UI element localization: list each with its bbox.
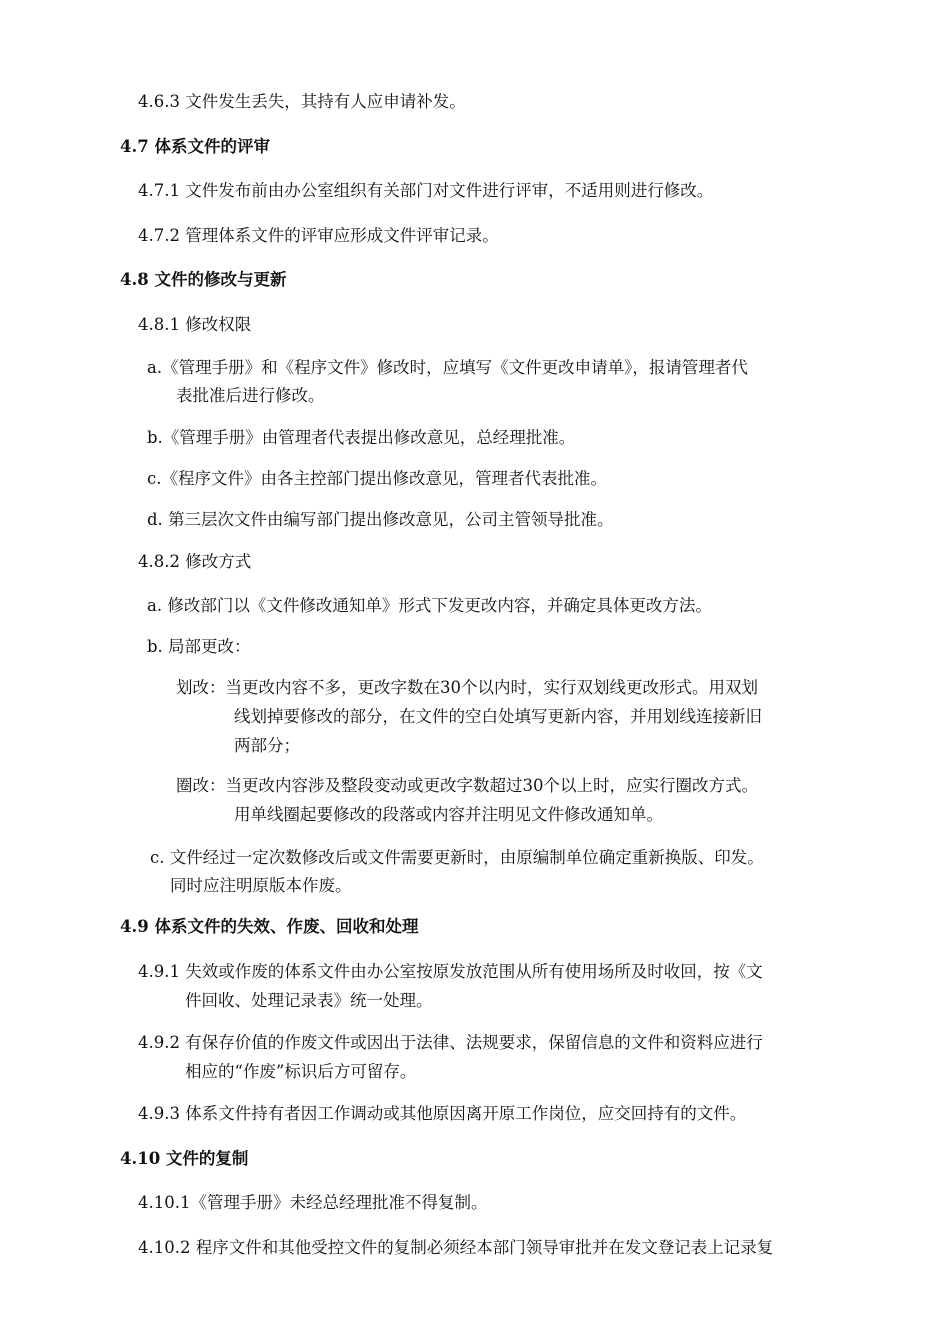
section-heading-4-8: 4.8 文件的修改与更新 — [120, 270, 287, 289]
strike-edit-line1: 划改：当更改内容不多，更改字数在30个以内时，实行双划线更改形式。用双划 — [176, 678, 758, 697]
list-item-c: c.《程序文件》由各主控部门提出修改意见，管理者代表批准。 — [147, 469, 607, 488]
clause-4-9-1-line1: 4.9.1 失效或作废的体系文件由办公室按原发放范围从所有使用场所及时收回，按《文 — [138, 962, 763, 981]
clause-4-10-2: 4.10.2 程序文件和其他受控文件的复制必须经本部门领导审批并在发文登记表上记录复 — [138, 1238, 774, 1257]
section-heading-4-10: 4.10 文件的复制 — [120, 1149, 249, 1168]
list-item-a-line2: 表批准后进行修改。 — [176, 386, 325, 405]
clause-4-10-1: 4.10.1《管理手册》未经总经理批准不得复制。 — [138, 1193, 488, 1212]
clause-4-9-3: 4.9.3 体系文件持有者因工作调动或其他原因离开原工作岗位，应交回持有的文件。 — [138, 1104, 747, 1123]
clause-4-7-2: 4.7.2 管理体系文件的评审应形成文件评审记录。 — [138, 226, 499, 245]
list-item-b: b.《管理手册》由管理者代表提出修改意见，总经理批准。 — [147, 428, 576, 447]
section-heading-4-9: 4.9 体系文件的失效、作废、回收和处理 — [120, 917, 419, 936]
list-item-d: d. 第三层次文件由编写部门提出修改意见，公司主管领导批准。 — [147, 510, 614, 529]
list-item-a-line1: a.《管理手册》和《程序文件》修改时，应填写《文件更改申请单》，报请管理者代 — [147, 358, 748, 377]
clause-4-6-3: 4.6.3 文件发生丢失，其持有人应申请补发。 — [138, 92, 466, 111]
strike-edit-line3: 两部分； — [234, 736, 300, 755]
circle-edit-line2: 用单线圈起要修改的段落或内容并注明见文件修改通知单。 — [234, 805, 663, 824]
clause-4-9-2-line1: 4.9.2 有保存价值的作废文件或因出于法律、法规要求，保留信息的文件和资料应进行 — [138, 1033, 763, 1052]
section-heading-4-7: 4.7 体系文件的评审 — [120, 137, 270, 156]
clause-4-8-1: 4.8.1 修改权限 — [138, 315, 252, 334]
method-item-c-line2: 同时应注明原版本作废。 — [170, 876, 352, 895]
clause-4-8-2: 4.8.2 修改方式 — [138, 552, 252, 571]
clause-4-9-2-line2: 相应的“作废”标识后方可留存。 — [185, 1062, 417, 1081]
method-item-b: b. 局部更改： — [147, 637, 251, 656]
method-item-a: a. 修改部门以《文件修改通知单》形式下发更改内容，并确定具体更改方法。 — [147, 596, 712, 615]
clause-4-9-1-line2: 件回收、处理记录表》统一处理。 — [185, 991, 433, 1010]
clause-4-7-1: 4.7.1 文件发布前由办公室组织有关部门对文件进行评审，不适用则进行修改。 — [138, 181, 714, 200]
method-item-c-line1: c. 文件经过一定次数修改后或文件需要更新时，由原编制单位确定重新换版、印发。 — [150, 848, 764, 867]
circle-edit-line1: 圈改：当更改内容涉及整段变动或更改字数超过30个以上时，应实行圈改方式。 — [176, 776, 758, 795]
strike-edit-line2: 线划掉要修改的部分，在文件的空白处填写更新内容，并用划线连接新旧 — [234, 707, 762, 726]
